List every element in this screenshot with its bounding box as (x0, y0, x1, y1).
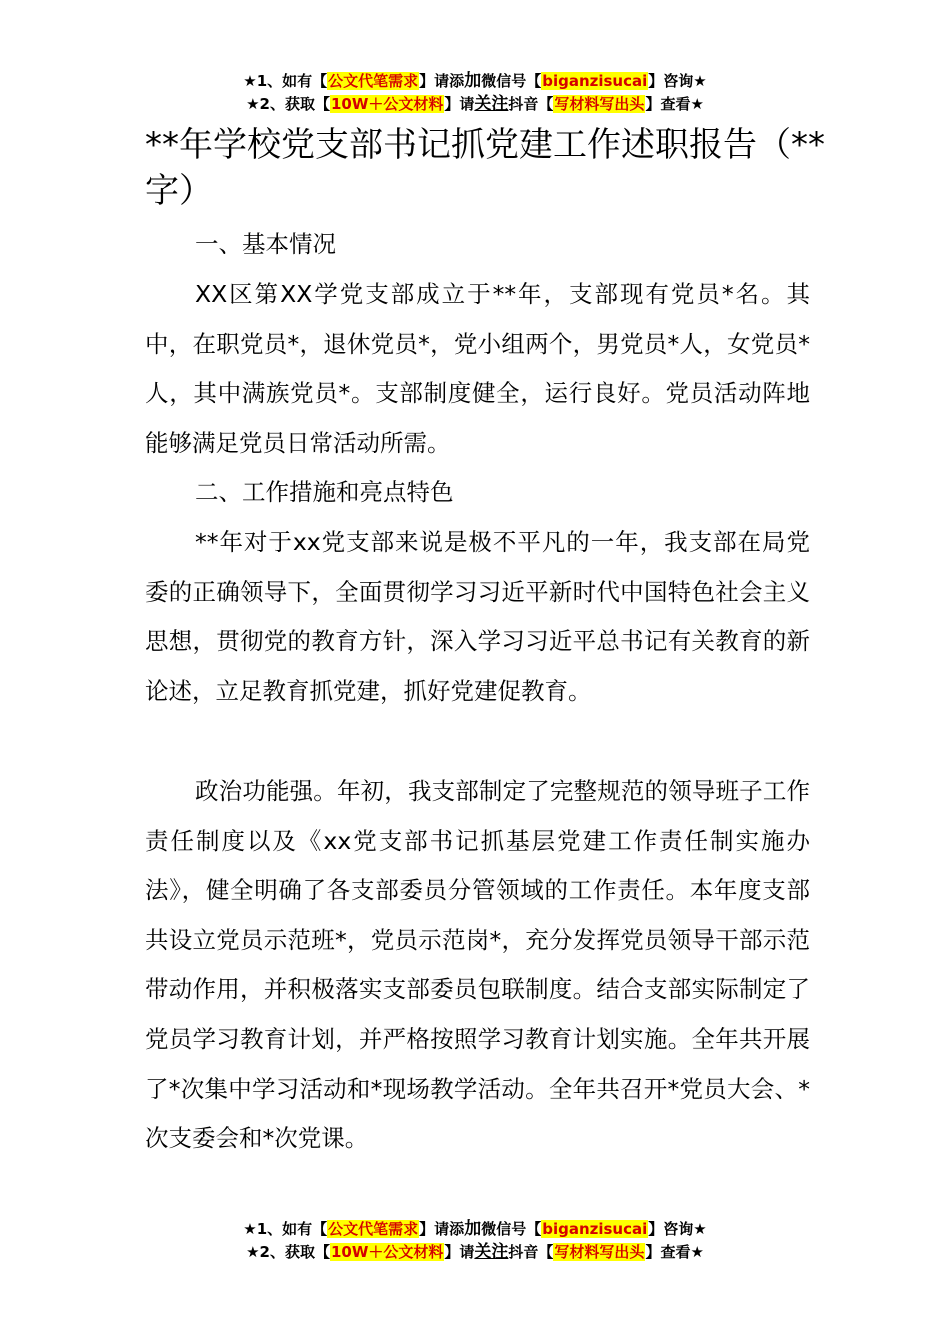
highlight-service: 公文代笔需求 (328, 72, 419, 90)
banner-text: 】请 (444, 1243, 475, 1261)
star-icon: ★ (246, 1243, 260, 1261)
banner-text: 2、获取【 (259, 95, 330, 113)
highlight-douyin: 写材料写出头 (554, 95, 645, 113)
top-banner-line-2 (0, 93, 950, 115)
highlight-materials: 10W＋公文材料 (330, 95, 444, 113)
banner-emphasis: 关注 (474, 1242, 509, 1262)
banner-text: 抖音【 (508, 1243, 554, 1261)
banner-text: 】请添 (419, 72, 465, 90)
banner-text: 抖音【 (508, 95, 554, 113)
banner-text: 】查看 (645, 95, 691, 113)
highlight-douyin: 写材料写出头 (554, 1243, 645, 1261)
banner-text: 】请添 (419, 1220, 465, 1238)
highlight-materials: 10W＋公文材料 (330, 1243, 444, 1261)
highlight-service: 公文代笔需求 (328, 1220, 419, 1238)
section-heading-basic-info: 一、基本情况 (195, 230, 336, 258)
banner-text: 】咨询 (648, 72, 694, 90)
star-icon: ★ (693, 1220, 707, 1238)
banner-text: 1、如有【 (256, 72, 328, 90)
paragraph-political-function: 政治功能强。年初，我支部制定了完整规范的领导班子工作责任制度以及《xx党支部书记抓基层党建工作责任制实施办法》，健全明确了各支部委员分管领域的工作责任。本年度支部共设立党员示范班*，党员示范岗*，充分发挥党员领导干部示范带动作用，并积极落实支部委员包联制度。结合支部实际制定了党员学习教育计划，并严格按照学习教育计划实施。全年共开展了*次集中学习活动和*现场教学活动。全年共召开*党员大会、*次支委会和*次党课。 (145, 777, 810, 1153)
banner-text: 1、如有【 (256, 1220, 328, 1238)
star-icon: ★ (246, 95, 260, 113)
star-icon: ★ (243, 1220, 257, 1238)
star-icon: ★ (690, 1243, 704, 1261)
banner-text: 2、获取【 (259, 1243, 330, 1261)
banner-text: 】咨询 (648, 1220, 694, 1238)
star-icon: ★ (690, 95, 704, 113)
banner-text: 微信号【 (481, 72, 542, 90)
banner-text: 】请 (444, 95, 475, 113)
banner-emphasis: 关注 (474, 94, 509, 114)
banner-emphasis: 加 (464, 1219, 482, 1239)
section-heading-measures: 二、工作措施和亮点特色 (195, 478, 454, 506)
star-icon: ★ (243, 72, 257, 90)
top-banner-line-1 (0, 70, 950, 92)
paragraph-basic-info: XX区第XX学党支部成立于**年，支部现有党员*名。其中，在职党员*，退休党员*，党小组两个，男党员*人，女党员*人，其中满族党员*。支部制度健全，运行良好。党员活动阵地能够满足党员日常活动所需。 (145, 280, 810, 457)
star-icon: ★ (693, 72, 707, 90)
bottom-banner-line-1 (0, 1218, 950, 1240)
banner-text: 微信号【 (481, 1220, 542, 1238)
document-title: **年学校党支部书记抓党建工作述职报告（**字） (145, 125, 825, 211)
banner-text: 】查看 (645, 1243, 691, 1261)
bottom-banner-line-2 (0, 1241, 950, 1263)
highlight-wechat-id: biganzisucai (542, 72, 648, 90)
banner-emphasis: 加 (464, 71, 482, 91)
paragraph-measures-intro: **年对于xx党支部来说是极不平凡的一年，我支部在局党委的正确领导下，全面贯彻学习习近平新时代中国特色社会主义思想，贯彻党的教育方针，深入学习习近平总书记有关教育的新论述，立足教育抓党建，抓好党建促教育。 (145, 528, 810, 705)
highlight-wechat-id: biganzisucai (542, 1220, 648, 1238)
